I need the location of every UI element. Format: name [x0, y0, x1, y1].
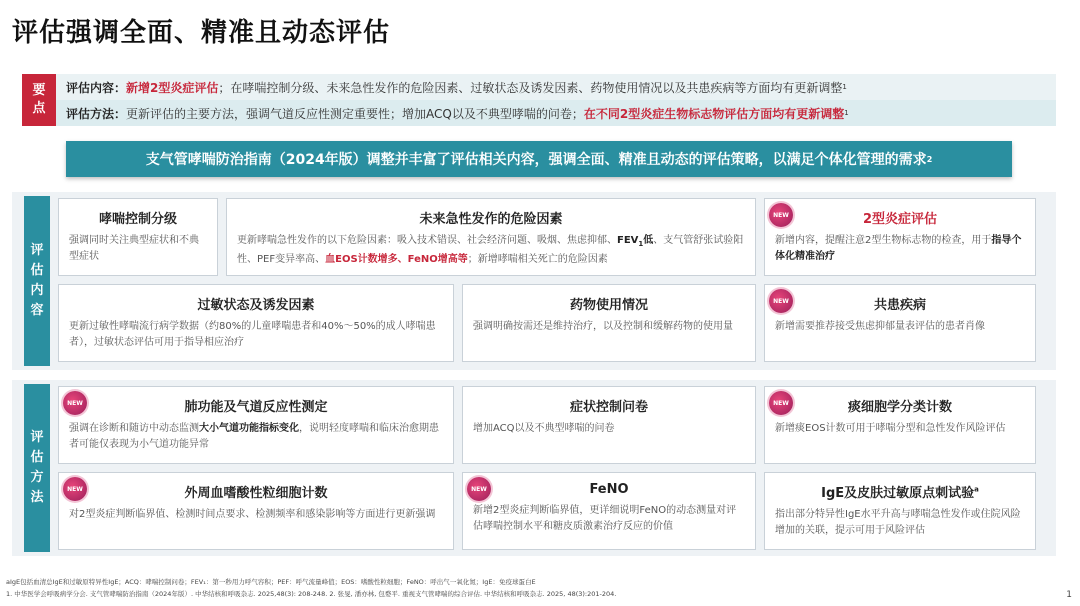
side-char: 方 — [30, 470, 44, 485]
card-body: 对2型炎症判断临界值、检测时间点要求、检测频率和感染影响等方面进行更新强调 — [69, 509, 436, 520]
card-title: 过敏状态及诱发因素 — [197, 298, 315, 313]
side-char: 评 — [30, 243, 44, 258]
card-title: FeNO — [589, 482, 629, 497]
new-badge-icon: NEW — [467, 477, 491, 501]
card-body: 强调同时关注典型症状和不典型症状 — [69, 235, 199, 262]
new-badge-icon: NEW — [769, 203, 793, 227]
card-title: 共患疾病 — [873, 298, 926, 313]
citation-sup: 2 — [926, 154, 933, 164]
body-text: 新增内容，提醒注意2型生物标志物的检查，用于 — [775, 235, 992, 246]
key-point-method — [56, 100, 1056, 126]
citation-sup: 1 — [842, 83, 847, 91]
side-char: 评 — [30, 430, 44, 445]
card-body: 新增痰EOS计数可用于哮喘分型和急性发作风险评估 — [775, 423, 1006, 434]
banner-text: 支气管哮喘防治指南（2024年版）调整并丰富了评估相关内容，强调全面、精准且动态的评估策略，以满足个体化管理的需求 — [145, 152, 927, 168]
title-text: IgE及皮肤过敏原点刺试验 — [821, 486, 975, 501]
fev-subscript: 1 — [638, 240, 644, 248]
summary-banner — [66, 141, 1012, 177]
card-title: 药物使用情况 — [569, 298, 648, 313]
new-badge-icon: NEW — [63, 477, 87, 501]
key-point-content — [56, 74, 1056, 100]
side-char: 容 — [30, 303, 44, 318]
body-text: 更新哮喘急性发作的以下危险因素：吸入技术错误、社会经济问题、吸烟、焦虑抑郁、 — [237, 235, 617, 246]
card-body: 强调明确按需还是维持治疗，以及控制和缓解药物的使用量 — [473, 321, 733, 332]
key-point-label: 评估内容： — [66, 80, 127, 95]
card-asthma-control — [58, 198, 218, 276]
new-badge-icon: NEW — [769, 391, 793, 415]
section-side-label — [24, 196, 50, 366]
card-title: 2型炎症评估 — [862, 212, 938, 227]
card-body — [237, 233, 745, 268]
key-point-text: 更新评估的主要方法，强调气道反应性测定重要性；增加ACQ以及不典型哮喘的问卷； — [126, 106, 584, 121]
card-body — [69, 421, 443, 453]
card-drug-usage — [462, 284, 756, 362]
section-side-label — [24, 384, 50, 552]
highlight-text: 血EOS计数增多、FeNO增高等 — [325, 254, 468, 265]
body-text: ，说明轻度哮喘和临床治愈期患者可能仅表现为小气道功能异常 — [69, 423, 439, 450]
key-points-tag — [22, 74, 56, 126]
card-body: 新增2型炎症判断临界值，更详细说明FeNO的动态测量对评估哮喘控制水平和糖皮质激素治疗反应的价值 — [473, 505, 737, 532]
key-point-highlight: 在不同2型炎症生物标志物评估方面均有更新调整 — [583, 106, 845, 121]
side-char: 估 — [30, 263, 44, 278]
card-type2-inflammation — [764, 198, 1036, 276]
fev-after: 低 — [643, 235, 654, 246]
key-points-tag-char: 点 — [32, 101, 46, 116]
new-badge-icon: NEW — [769, 289, 793, 313]
card-body: 新增需要推荐接受焦虑抑郁量表评估的患者肖像 — [775, 321, 985, 332]
side-char: 法 — [30, 490, 44, 505]
card-allergy-status — [58, 284, 454, 362]
page-title: 评估强调全面、精准且动态评估 — [12, 18, 391, 48]
card-sputum-cytology — [764, 386, 1036, 464]
key-point-highlight: 新增2型炎症评估 — [126, 80, 219, 95]
card-comorbidities — [764, 284, 1036, 362]
card-title — [775, 482, 1025, 501]
card-body: 指出部分特异性IgE水平升高与哮喘急性发作或住院风险增加的关联，提示可用于风险评估 — [775, 509, 1021, 536]
side-char: 内 — [30, 283, 44, 298]
card-exacerbation-risk — [226, 198, 756, 276]
body-text: ；新增哮喘相关死亡的危险因素 — [467, 254, 608, 265]
body-text: 、支气管舒张试验阳性、PEF变异率高、 — [237, 235, 744, 265]
card-lung-function — [58, 386, 454, 464]
card-ige-skin-test — [764, 472, 1036, 550]
card-title: 哮喘控制分级 — [98, 212, 177, 227]
citation-sup: 1 — [844, 109, 849, 117]
card-title: 未来急性发作的危险因素 — [419, 212, 563, 227]
card-body: 更新过敏性哮喘流行病学数据（约80%的儿童哮喘患者和40%～50%的成人哮喘患者），过敏状态评估可用于指导相应治疗 — [69, 321, 436, 348]
key-point-text: ；在哮喘控制分级、未来急性发作的危险因素、过敏状态及诱发因素、药物使用情况以及共患疾病等方面均有更新调整 — [218, 80, 843, 95]
card-blood-eosinophil — [58, 472, 454, 550]
side-char: 估 — [30, 450, 44, 465]
bold-text: 指导个体化精准治疗 — [775, 235, 1022, 262]
new-badge-icon: NEW — [63, 391, 87, 415]
card-title: 症状控制问卷 — [569, 400, 648, 415]
card-title: 外周血嗜酸性粒细胞计数 — [184, 486, 328, 501]
card-body: 增加ACQ以及不典型哮喘的问卷 — [473, 423, 615, 434]
bold-text: 大小气道功能指标变化 — [199, 423, 299, 434]
card-symptom-questionnaire — [462, 386, 756, 464]
page-number: 1 — [1066, 590, 1072, 600]
fev-text: FEV — [617, 235, 639, 246]
card-title: 痰细胞学分类计数 — [847, 400, 952, 415]
card-title: 肺功能及气道反应性测定 — [184, 400, 328, 415]
title-sup: a — [974, 485, 979, 494]
key-points-tag-char: 要 — [32, 83, 46, 98]
body-text: 强调在诊断和随访中动态监测 — [69, 423, 199, 434]
key-point-label: 评估方法： — [66, 106, 127, 121]
footnote-references: 1. 中华医学会呼吸病学分会. 支气管哮喘防治指南（2024年版）. 中华结核和呼吸杂志. 2025,48(3): 208-248. 2. 张旻, 潘亦林, 包婺平. 重视支气管哮喘的综合评估. 中华结核和呼吸杂志. 2025, 48(3):201-204. — [6, 590, 617, 598]
card-body — [775, 233, 1025, 265]
card-feno — [462, 472, 756, 550]
footnote-abbreviations: aIgE包括血清总IgE和过敏原特异性IgE；ACQ：哮喘控制问卷；FEV₁：第一秒用力呼气容积；PEF：呼气流量峰值；EOS：嗜酸性粒细胞；FeNO：呼出气一氧化氮；IgE：免疫球蛋白E — [6, 578, 536, 586]
